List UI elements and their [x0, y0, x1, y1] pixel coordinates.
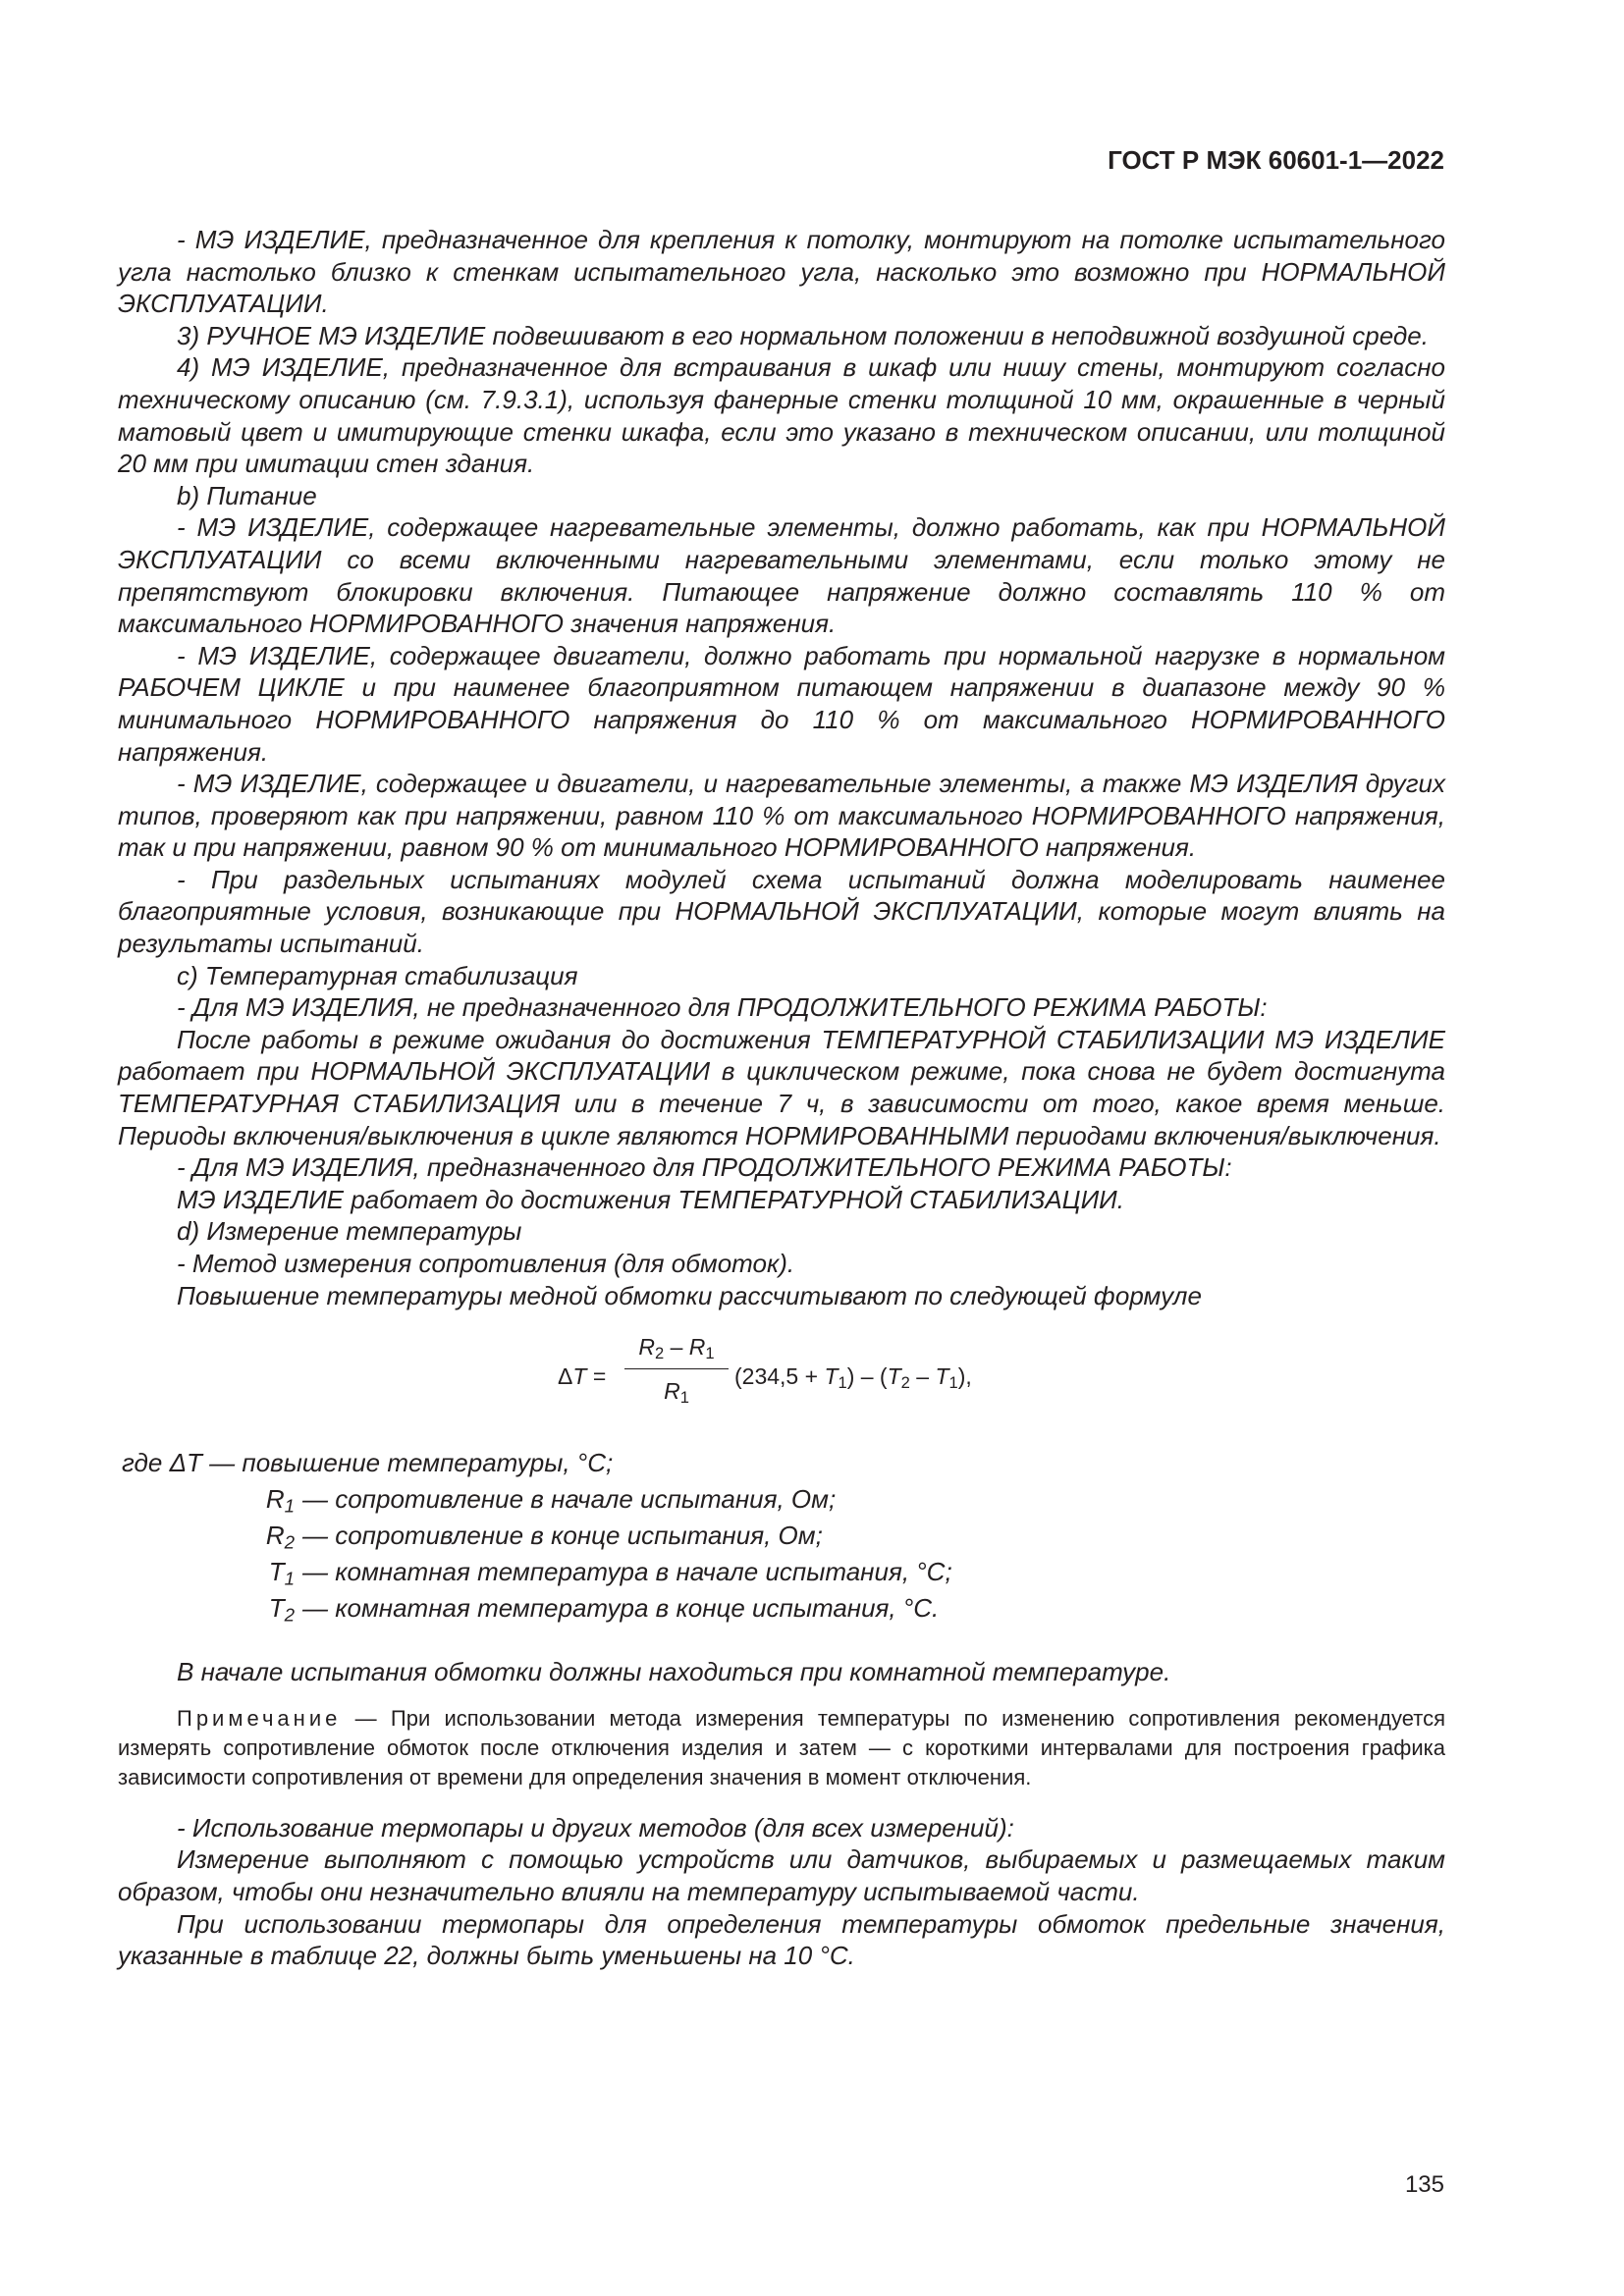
temperature-rise-formula [118, 1329, 1445, 1423]
formula-denominator: $R_1$ [664, 1378, 689, 1408]
definition-symbol: $R_2$ [265, 1521, 295, 1553]
paragraph: 4) МЭ ИЗДЕЛИЕ, предназначенное для встраивания в шкаф или нишу стены, монтируют согласно техническому описанию (см. 7.9.3.1), используя фанерные стенки толщиной 10 мм, окрашенные в черный матовый цвет и имитирующие стенки шкафа, если это указано в техническом описании, или толщиной 20 мм при имитации стен здания. [118, 352, 1445, 479]
standard-header: ГОСТ Р МЭК 60601-1—2022 [1108, 145, 1444, 175]
definition-symbol: $T_1$ [268, 1557, 295, 1589]
paragraph: - Метод измерения сопротивления (для обмоток). [177, 1249, 795, 1278]
definition-symbol: $T_2$ [268, 1593, 295, 1626]
formula-lhs: ΔT = [558, 1363, 607, 1390]
subsection-heading: d) Измерение температуры [177, 1216, 522, 1247]
definition-text: — сопротивление в начале испытания, Ом; [302, 1484, 837, 1515]
note [118, 1704, 1445, 1792]
subsection-heading: c) Температурная стабилизация [177, 960, 578, 990]
paragraph: После работы в режиме ожидания до достижения ТЕМПЕРАТУРНОЙ СТАБИЛИЗАЦИИ МЭ ИЗДЕЛИЕ работает при НОРМАЛЬНОЙ ЭКСПЛУАТАЦИИ в циклическом режиме, пока снова не будет достигнута ТЕМПЕРАТУРНАЯ СТАБИЛИЗАЦИЯ или в течение 7 ч, в зависимости от того, какое время меньше. Периоды включения/выключения в цикле являются НОРМИРОВАННЫМИ периодами включения/выключения. [118, 1024, 1445, 1150]
definition-row [118, 1481, 1445, 1518]
paragraph: 3) РУЧНОЕ МЭ ИЗДЕЛИЕ подвешивают в его нормальном положении в неподвижной воздушной среде. [177, 320, 1429, 350]
paragraph: - МЭ ИЗДЕЛИЕ, содержащее и двигатели, и нагревательные элементы, а также МЭ ИЗДЕЛИЯ других типов, проверяют как при напряжении, равном 110 % от максимального НОРМИРОВАННОГО напряжения, так и при напряжении, равном 90 % от минимального НОРМИРОВАННОГО напряжения. [118, 769, 1445, 863]
paragraph: - При раздельных испытаниях модулей схема испытаний должна моделировать наименее благоприятные условия, возникающие при НОРМАЛЬНОЙ ЭКСПЛУАТАЦИИ, которые могут влиять на результаты испытаний. [118, 864, 1445, 959]
note-label: Примечание [177, 1705, 342, 1731]
paragraph: - МЭ ИЗДЕЛИЕ, содержащее нагревательные элементы, должно работать, как при НОРМАЛЬНОЙ ЭКСПЛУАТАЦИИ со всеми включенными нагревательными элементами, если только этому не препятствуют блокировки включения. Питающее напряжение должно составлять 110 % от максимального НОРМИРОВАННОГО значения напряжения. [118, 512, 1445, 639]
spacer [118, 1627, 1445, 1656]
paragraph: В начале испытания обмотки должны находиться при комнатной температуре. [177, 1657, 1171, 1687]
definition-text: — повышение температуры, °С; [209, 1448, 614, 1478]
paragraph: - МЭ ИЗДЕЛИЕ, содержащее двигатели, должно работать при нормальной нагрузке в нормальном РАБОЧЕМ ЦИКЛЕ и при наименее благоприятном питающем напряжении в диапазоне между 90 % минимального НОРМИРОВАННОГО напряжения до 110 % от максимального НОРМИРОВАННОГО напряжения. [118, 640, 1445, 767]
definition-row [118, 1518, 1445, 1554]
formula-definitions [118, 1445, 1445, 1627]
paragraph: При использовании термопары для определения температуры обмоток предельные значения, указанные в таблице 22, должны быть уменьшены на 10 °С. [118, 1908, 1445, 1971]
body-text [118, 224, 1445, 1972]
paragraph: Измерение выполняют с помощью устройств или датчиков, выбираемых и размещаемых таким образом, чтобы они незначительно влияли на температуру испытываемой части. [118, 1844, 1445, 1906]
paragraph: - МЭ ИЗДЕЛИЕ, предназначенное для крепления к потолку, монтируют на потолке испытательного угла настолько близко к стенкам испытательного угла, насколько это возможно при НОРМАЛЬНОЙ ЭКСПЛУАТАЦИИ. [118, 225, 1445, 319]
fraction-bar [624, 1368, 729, 1369]
paragraph: - Для МЭ ИЗДЕЛИЯ, не предназначенного для ПРОДОЛЖИТЕЛЬНОГО РЕЖИМА РАБОТЫ: [177, 992, 1268, 1023]
paragraph: - Для МЭ ИЗДЕЛИЯ, предназначенного для ПРОДОЛЖИТЕЛЬНОГО РЕЖИМА РАБОТЫ: [177, 1152, 1232, 1183]
definition-row [118, 1445, 1445, 1481]
page-number: 135 [1404, 2171, 1444, 2198]
note-text: — При использовании метода измерения температуры по изменению сопротивления рекомендуется измерять сопротивление обмоток после отключения изделия и затем — с короткими интервалами для построения графика зависимости сопротивления от времени для определения значения в момент отключения. [118, 1705, 1445, 1789]
formula-rhs: $(234,5 + T_1) - (T_2 - T_1)$, [734, 1363, 972, 1393]
paragraph: МЭ ИЗДЕЛИЕ работает до достижения ТЕМПЕРАТУРНОЙ СТАБИЛИЗАЦИИ. [177, 1184, 1124, 1214]
subsection-heading: b) Питание [177, 480, 317, 510]
definition-text: — сопротивление в конце испытания, Ом; [302, 1521, 823, 1551]
paragraph: Повышение температуры медной обмотки рассчитывают по следующей формуле [177, 1280, 1202, 1310]
formula-fraction [624, 1329, 729, 1409]
definition-text: — комнатная температура в начале испытания, °С; [302, 1557, 952, 1587]
definition-text: — комнатная температура в конце испытания, °С. [302, 1593, 940, 1624]
definition-row [118, 1554, 1445, 1590]
definition-symbol: где ΔT [122, 1448, 202, 1478]
paragraph: - Использование термопары и других методов (для всех измерений): [177, 1812, 1014, 1842]
definition-symbol: $R_1$ [265, 1484, 295, 1517]
definition-row [118, 1590, 1445, 1627]
formula-numerator: $R_2 - R_1$ [638, 1334, 715, 1363]
